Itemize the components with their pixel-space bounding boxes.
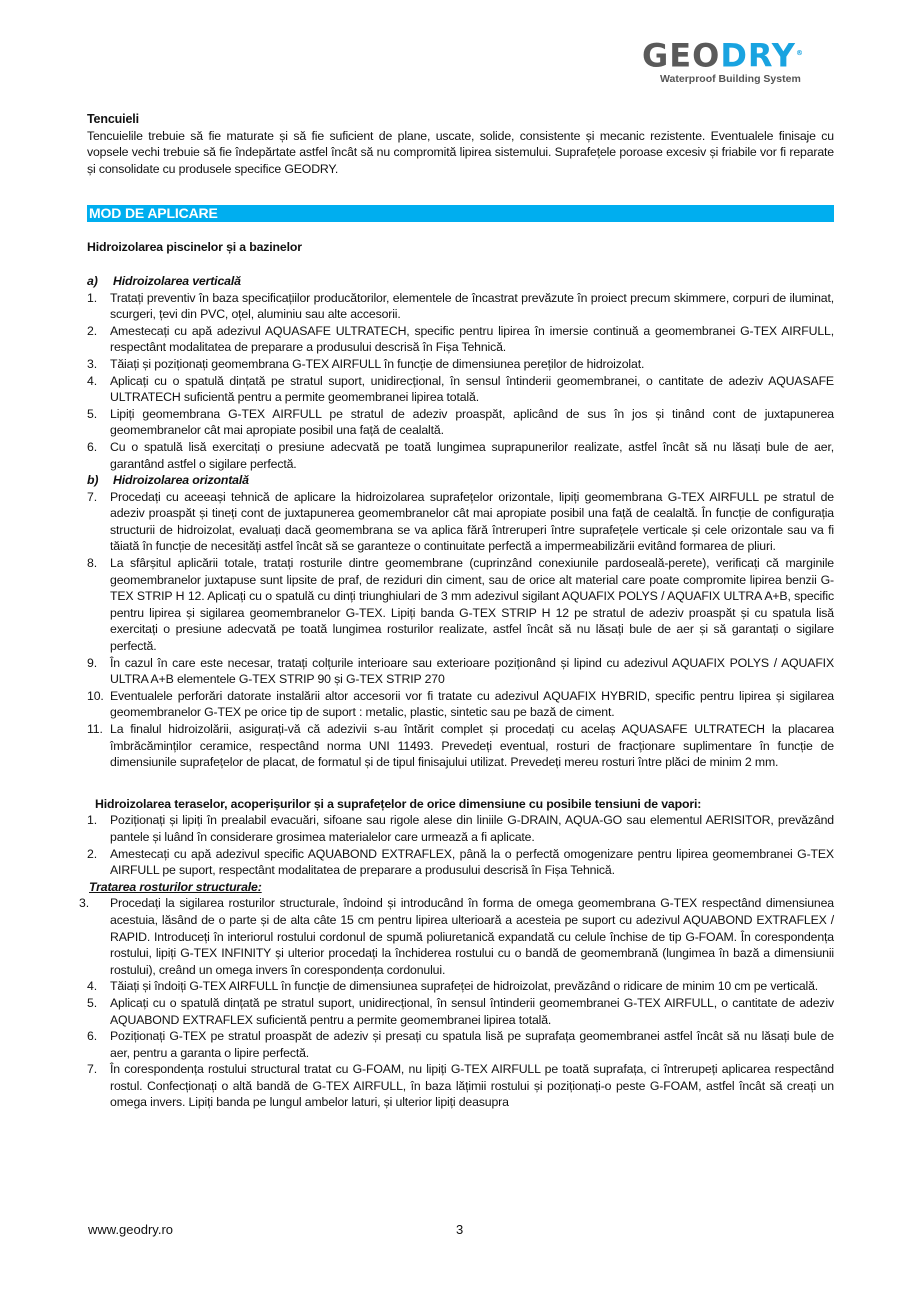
item-text: Poziționați și lipiți în prealabil evacuări, sifoane sau rigole alese din liniile G-DRAIN, AQUA-GO sau elementul AERISITOR, prevăzând pantele și luând în considerare grosimea materialelor care urmează a fi aplicate.	[110, 813, 834, 844]
item-number: 8.	[87, 556, 97, 571]
list-item	[87, 655, 834, 688]
item-text: Cu o spatulă lisă exercitați o presiune adecvată pe toată lungimea suprapunerilor realizate, astfel încât să nu lăsați bule de aer, garantând astfel o sigilare perfectă.	[110, 439, 834, 471]
registered-mark: ®	[795, 49, 804, 57]
marker: b)	[87, 473, 99, 488]
spacer	[87, 788, 834, 796]
list-item	[87, 439, 834, 472]
logo-blue-part: DRY	[720, 36, 796, 75]
list-item	[79, 895, 834, 978]
item-number: 5.	[87, 406, 97, 421]
list-item	[87, 1028, 834, 1061]
list-item	[87, 489, 834, 555]
heading-terase: Hidroizolarea teraselor, acoperișurilor și a suprafețelor de orice dimensiune cu posibile tensiuni de vapori:	[95, 796, 702, 811]
item-number: 1.	[87, 290, 97, 305]
item-text: Procedați cu aceeași tehnică de aplicare la hidroizolarea suprafețelor orizontale, lipiți geomembrana G-TEX AIRFULL pe stratul de adeziv proaspăt și tineți cont de juxtapunerea geomembranelor cât mai apropiate posibil una față de cealaltă. În funcție de configurația structurii de hidroizolat, evaluați dacă geomembrana se va aplica fără întreruperi între suprafețele verticale și cele orizontale sau va fi tăiată în funcție de necesități astfel încât să se garanteze o continuitate perfectă a impermeabilizării evitând formarea de pliuri.	[110, 489, 834, 554]
item-number: 3.	[87, 356, 97, 371]
item-number: 9.	[87, 655, 97, 670]
item-number: 1.	[87, 813, 97, 828]
subheading-rosturi-structurale: Tratarea rosturilor structurale:	[89, 879, 262, 894]
item-text: La finalul hidroizolării, asigurați-vă că adezivii s-au întărit complet și procedați cu acelaș AQUASAFE ULTRATECH la placarea îmbrăcăminților ceramice, respectând norma UNI 11493. Prevedeți eventual, rosturi de fracționare suplimentare în funcție de dimensiunile suprafețelor de placat, de formatul și de tipul finisajului utilizat. Prevedeți mereu rosturi între plăci de minim 2 mm.	[110, 722, 834, 770]
item-number: 7.	[87, 489, 97, 504]
logo-gray-part: GEO	[642, 36, 721, 75]
list-item	[87, 978, 834, 995]
list-orizontala	[87, 489, 834, 771]
item-text: Poziționați G-TEX pe stratul proaspăt de adeziv și presați cu spatula lisă pe suprafața geomembranei astfel încât să nu lăsați bule de aer, pentru a garanta o lipire perfectă.	[110, 1029, 834, 1060]
list-terase-2	[87, 978, 834, 1111]
list-item	[87, 323, 834, 356]
item-text: Amestecați cu apă adezivul AQUASAFE ULTRATECH, specific pentru lipirea în imersie continuă a geomembranei G-TEX AIRFULL, respectânt modalitatea de preparare a produsului descrisă în Fișa Tehnică.	[110, 323, 834, 355]
item-text: Tăiați și îndoiți G-TEX AIRFULL în funcție de dimensiunea suprafeței de hidroizolat, prevăzând o ridicare de minim 10 cm pe verticală.	[110, 979, 819, 994]
item-text: Procedați la sigilarea rosturilor structurale, îndoind și introducând în forma de omega geomembrana G-TEX respectând dimensiunea acestuia, lăsând de o parte și de alta câte 15 cm pentru lipirea ulterioară a acesteia pe suport cu adezivul AQUABOND EXTRAFLEX / RAPID. Introduceți în interiorul rostului cordonul de spumă poliuretanică expandată cu celule închise de tip G-FOAM. În corespondența rostului, lipiți G-TEX INFINITY și ulterior procedați la închiderea rostului cu o bandă de geomembrană (lungimea în bază a dimensiunii rostului), creând un omega invers în corespondența cordonului.	[110, 896, 834, 977]
item-text: Eventualele perforări datorate instalării altor accesorii vor fi tratate cu adezivul AQUAFIX HYBRID, specific pentru lipirea și sigilarea geomembranelor G-TEX pe orice tip de suport : metalic, plastic, sintetic sau pe bază de ciment.	[110, 688, 834, 720]
subheading-orizontala	[87, 472, 834, 489]
item-text: Lipiți geomembrana G-TEX AIRFULL pe stratul de adeziv proaspăt, aplicând de sus în jos și tinând cont de juxtapunerea geomembranelor cât mai apropiate posibil una față de cealaltă.	[110, 406, 834, 438]
item-number: 5.	[87, 995, 97, 1010]
subheading-text: Hidroizolarea verticală	[113, 273, 241, 288]
list-rosturi	[79, 895, 834, 978]
list-item	[87, 995, 834, 1028]
item-text: Amestecați cu apă adezivul specific AQUABOND EXTRAFLEX, până la o perfectă omogenizare pentru lipirea geomembranei G-TEX AIRFULL pe suport, respectânt modalitatea de preparare a produsului descrisă în Fișa Tehnică.	[110, 846, 834, 878]
item-number: 3.	[79, 896, 89, 911]
item-number: 2.	[87, 846, 97, 861]
item-text: La sfârșitul aplicării totale, tratați rosturile dintre geomembrane (cuprinzând conexiunile pardoseală-perete), verificați că marginile geomembranelor juxtapuse sunt lipsite de praf, de reziduri din ciment, sau de orice alt material care poate compromite lipirea benzii G-TEX STRIP H 12. Aplicați cu o spatulă cu dinți triunghiulari de 3 mm adezivul sigilant AQUAFIX POLYS / AQUAFIX ULTRA A+B, specific pentru lipirea și sigilarea geomembranelor G-TEX. Lipiți banda G-TEX STRIP H 12 pe stratul de adeziv proaspăt și cu spatula lisă exercitați o presiune adecvată pe toată lungimea rosturilor realizate, astfel încât să nu lăsați bule de aer și să garantați o sigilare perfectă.	[110, 556, 834, 654]
list-item	[87, 406, 834, 439]
list-verticala	[87, 290, 834, 473]
page-number: 3	[456, 1222, 464, 1237]
marker: a)	[87, 273, 98, 288]
item-text: În corespondența rostului structural tratat cu G-FOAM, nu lipiți G-TEX AIRFULL pe toată suprafața, ci întrerupeți aplicarea respectând rostul. Confecționați o altă bandă de G-TEX AIRFULL, în baza lățimii rostului și poziționați-o peste G-FOAM, astfel încât să creați un omega invers. Lipiți banda pe lungul ambelor laturi, și ulterior lipiți deasupra	[110, 1062, 834, 1110]
list-item	[87, 1061, 834, 1111]
item-number: 11.	[87, 722, 103, 736]
item-text: În cazul în care este necesar, tratați colțurile interioare sau exterioare poziționând și lipind cu adezivul AQUAFIX POLYS / AQUAFIX ULTRA A+B elementele G-TEX STRIP 90 și G-TEX STRIP 270	[110, 655, 834, 687]
list-item	[87, 356, 834, 373]
section-title-tencuieli: Tencuieli	[87, 112, 139, 126]
footer-website-link[interactable]: www.geodry.ro	[88, 1222, 174, 1237]
list-item	[87, 688, 834, 721]
item-text: Aplicați cu o spatulă dințată pe stratul suport, unidirecțional, în sensul întinderii geomembranei G-TEX AIRFULL, o cantitate de adeziv AQUABOND EXTRAFLEX suficientă pentru a permite geomembranei lipirea totală.	[110, 995, 834, 1027]
list-item	[87, 555, 834, 655]
item-number: 4.	[87, 373, 97, 388]
item-number: 6.	[87, 1029, 97, 1044]
item-number: 7.	[87, 1062, 97, 1077]
item-number: 2.	[87, 323, 97, 338]
item-number: 6.	[87, 439, 97, 454]
list-item	[87, 373, 834, 406]
list-item	[87, 812, 834, 845]
list-item	[87, 290, 834, 323]
document-body	[79, 111, 834, 1111]
tencuieli-paragraph: Tencuielile trebuie să fie maturate și să fie suficient de plane, uscate, solide, consistente și mecanic rezistente. Eventualele finisaje cu vopsele vechi trebuie să fie îndepărtate astfel încât să nu compromită lipirea sistemului. Suprafețele poroase excesiv și friabile vor fi reparate și consolidate cu produsele specifice GEODRY.	[87, 128, 834, 176]
logo-wordmark	[642, 36, 842, 75]
list-item	[87, 846, 834, 879]
section-band-mod-de-aplicare: MOD DE APLICARE	[87, 205, 834, 222]
item-text: Tratați preventiv în baza specificațiilor producătorilor, elementele de încastrat prevăzute în proiect precum skimmere, corpuri de iluminat, scurgeri, țevi din PVC, oțel, aluminiu sau alte accesorii.	[110, 290, 834, 322]
list-terase-1	[87, 812, 834, 878]
item-text: Aplicați cu o spatulă dințată pe stratul suport, unidirecțional, în sensul întinderii geomembranei, o cantitate de adeziv AQUASAFE ULTRATECH suficientă pentru a permite geomembranei lipirea totală.	[110, 373, 834, 405]
subheading-verticala	[87, 273, 834, 290]
heading-piscine: Hidroizolarea piscinelor și a bazinelor	[87, 240, 302, 255]
item-number: 4.	[87, 979, 97, 994]
subheading-text: Hidroizolarea orizontală	[113, 473, 249, 488]
spacer	[87, 771, 834, 788]
logo-tagline: Waterproof Building System	[660, 72, 801, 85]
geodry-logo	[642, 38, 842, 88]
item-text: Tăiați și poziționați geomembrana G-TEX AIRFULL în funcție de dimensiunea pereților de hidroizolat.	[110, 356, 645, 371]
list-item	[87, 721, 834, 771]
item-number: 10.	[87, 688, 104, 703]
